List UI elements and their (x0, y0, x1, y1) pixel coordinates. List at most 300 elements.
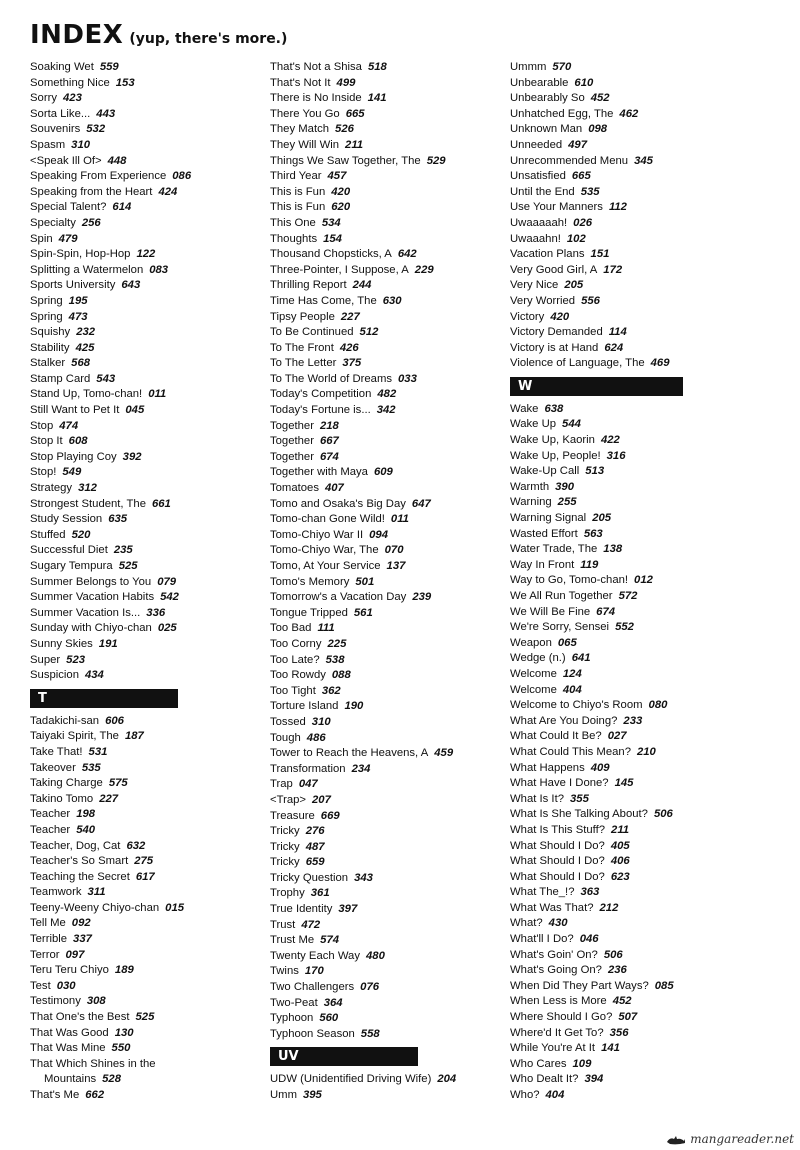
entry-title: Sunny Skies (30, 637, 93, 650)
entry-page-number: 457 (327, 170, 347, 183)
entry-page-number: 191 (98, 637, 118, 650)
index-entry (270, 1011, 505, 1027)
index-entry (30, 948, 255, 964)
index-entry (30, 994, 255, 1010)
index-entry (30, 154, 255, 170)
index-entry (30, 1088, 255, 1104)
entry-title: Soaking Wet (30, 61, 94, 73)
index-entry (510, 667, 755, 683)
entry-page-number: 486 (306, 731, 326, 744)
entry-title: Way In Front (510, 558, 575, 571)
entry-page-number: 211 (345, 138, 364, 151)
entry-page-number: 151 (590, 248, 610, 261)
index-entry (270, 154, 505, 170)
entry-page-number: 406 (610, 855, 630, 868)
entry-page-number: 512 (359, 326, 379, 339)
index-entry (270, 247, 505, 263)
entry-page-number: 172 (603, 263, 623, 276)
entry-title: Spring (30, 294, 63, 307)
index-entry (270, 809, 505, 825)
entry-title: Sports University (30, 279, 116, 292)
entry-title: Wake (510, 402, 539, 415)
entry-page-number: 065 (557, 636, 577, 649)
watermark-text: mangareader.net (690, 1132, 794, 1146)
entry-title: We All Run Together (510, 590, 613, 602)
index-entry (510, 310, 755, 326)
entry-title: Until the End (510, 185, 575, 198)
entry-title: Together (270, 450, 314, 463)
entry-title: Still Want to Pet It (30, 404, 120, 417)
entry-title: Vacation Plans (510, 248, 585, 261)
index-entry (510, 402, 755, 418)
entry-page-number: 501 (355, 575, 375, 588)
entry-title: Stop It (30, 435, 63, 448)
entry-page-number: 308 (86, 995, 106, 1008)
index-entry (510, 698, 755, 714)
index-entry (270, 637, 505, 653)
index-entry (510, 341, 755, 357)
entry-page-number: 256 (81, 216, 101, 229)
index-entry (510, 200, 755, 216)
entry-page-number: 235 (113, 544, 133, 557)
entry-page-number: 641 (571, 652, 591, 665)
entry-title: What Are You Doing? (510, 714, 618, 727)
entry-page-number: 661 (151, 497, 171, 510)
entry-page-number: 097 (65, 948, 85, 961)
entry-page-number: 122 (136, 248, 156, 261)
index-entry (270, 528, 505, 544)
entry-page-number: 642 (397, 248, 417, 261)
entry-page-number: 363 (580, 886, 600, 899)
index-entry (510, 776, 755, 792)
index-entry (270, 465, 505, 481)
entry-title: Unrecommended Menu (510, 154, 629, 167)
entry-title: Terror (30, 948, 60, 961)
index-entry (510, 263, 755, 279)
entry-title: Stalker (30, 357, 66, 370)
index-entry (270, 372, 505, 388)
index-entry (30, 916, 255, 932)
entry-page-number: 665 (345, 107, 365, 120)
entry-page-number: 337 (73, 933, 92, 946)
entry-page-number: 094 (369, 528, 388, 541)
entry-title: Spin-Spin, Hop-Hop (30, 248, 131, 261)
entry-title: Stop (30, 419, 54, 432)
entry-page-number: 497 (568, 138, 587, 151)
index-entry (30, 528, 255, 544)
entry-page-number: 098 (588, 123, 608, 136)
entry-page-number: 535 (580, 185, 600, 198)
index-entry (510, 511, 755, 527)
index-entry (270, 793, 505, 809)
index-entry (30, 543, 255, 559)
entry-page-number: 506 (653, 808, 673, 821)
entry-page-number: 310 (71, 138, 91, 151)
entry-page-number: 459 (434, 747, 454, 760)
entry-page-number: 046 (579, 933, 599, 946)
entry-page-number: 552 (615, 621, 634, 634)
entry-page-number: 227 (340, 310, 360, 323)
entry-page-number: 130 (114, 1026, 134, 1039)
entry-title: Who Dealt It? (510, 1073, 579, 1086)
index-entry (510, 839, 755, 855)
entry-page-number: 479 (58, 232, 78, 245)
entry-title: Welcome (510, 667, 557, 680)
entry-page-number: 532 (86, 123, 106, 136)
entry-page-number: 452 (612, 995, 632, 1008)
index-entry (270, 918, 505, 934)
entry-title: Transformation (270, 762, 346, 775)
entry-page-number: 198 (76, 808, 96, 821)
entry-title: Unsatisfied (510, 170, 566, 183)
index-entry (510, 792, 755, 808)
index-entry (510, 1041, 755, 1057)
index-entry (510, 761, 755, 777)
index-entry (30, 419, 255, 435)
index-entry (270, 278, 505, 294)
entry-page-number: 544 (562, 418, 581, 431)
entry-title: What's Going On? (510, 964, 602, 977)
entry-title: Teru Teru Chiyo (30, 964, 109, 977)
index-entry (270, 497, 505, 513)
entry-title: Tomorrow's a Vacation Day (270, 591, 407, 604)
entry-page-number: 345 (634, 154, 653, 167)
entry-title: Something Nice (30, 76, 110, 89)
index-entry (510, 1026, 755, 1042)
index-entry (30, 91, 255, 107)
entry-page-number: 015 (165, 901, 185, 914)
entry-title: Two-Peat (270, 996, 318, 1009)
index-entry (30, 745, 255, 761)
index-entry (270, 232, 505, 248)
index-entry (30, 776, 255, 792)
entry-title: Too Corny (270, 637, 322, 650)
entry-page-number: 407 (324, 482, 344, 495)
entry-page-number: 659 (305, 856, 325, 869)
index-entry (510, 91, 755, 107)
entry-page-number: 141 (367, 92, 387, 105)
entry-page-number: 138 (603, 543, 623, 556)
entry-page-number: 232 (76, 326, 96, 339)
index-entry (510, 605, 755, 621)
entry-page-number: 079 (157, 575, 177, 588)
index-entry (510, 232, 755, 248)
entry-title: That Was Mine (30, 1042, 106, 1055)
entry-title: Who Cares (510, 1057, 567, 1070)
entry-page-number: 525 (118, 560, 138, 572)
entry-page-number: 141 (601, 1042, 620, 1055)
entry-title: Test (30, 979, 51, 992)
index-entry (30, 653, 255, 669)
entry-page-number: 083 (149, 263, 169, 276)
index-entry (510, 714, 755, 730)
index-entry (30, 200, 255, 216)
entry-title: We're Sorry, Sensei (510, 621, 610, 634)
index-entry (510, 76, 755, 92)
index-entry (270, 777, 505, 793)
index-entry (510, 729, 755, 745)
entry-page-number: 474 (59, 419, 79, 432)
entry-title: What Could It Be? (510, 730, 602, 743)
index-entry (30, 232, 255, 248)
entry-title: What'll I Do? (510, 933, 574, 946)
index-entry (510, 573, 755, 589)
index-entry (270, 185, 505, 201)
entry-page-number: 534 (321, 216, 341, 229)
entry-page-number: 531 (88, 745, 108, 758)
entry-title: Wedge (n.) (510, 652, 566, 665)
entry-page-number: 154 (323, 232, 342, 245)
entry-page-number: 550 (111, 1042, 131, 1055)
index-entry (270, 621, 505, 637)
entry-page-number: 011 (148, 388, 167, 401)
entry-title: Way to Go, Tomo-chan! (510, 574, 629, 587)
entry-page-number: 506 (603, 948, 623, 961)
entry-title: Sorry (30, 92, 57, 105)
entry-title: Strongest Student, The (30, 497, 146, 510)
entry-page-number: 542 (160, 591, 179, 604)
index-entry (510, 216, 755, 232)
index-entry (30, 870, 255, 886)
entry-title: Tomo-chan Gone Wild! (270, 513, 385, 526)
entry-title: When Less is More (510, 995, 607, 1008)
index-entry (270, 450, 505, 466)
entry-page-number: 011 (390, 513, 409, 526)
index-entry (30, 885, 255, 901)
entry-title: Teamwork (30, 886, 82, 899)
entry-title: Unknown Man (510, 123, 583, 136)
entry-title: That's Me (30, 1089, 80, 1101)
entry-title: Suspicion (30, 669, 79, 682)
entry-page-number: 027 (607, 730, 627, 743)
index-entry (510, 963, 755, 979)
index-entry (510, 916, 755, 932)
entry-title: That's Not It (270, 76, 331, 89)
index-entry (30, 450, 255, 466)
entry-page-number: 070 (384, 544, 404, 557)
entry-title: Taiyaki Spirit, The (30, 730, 119, 743)
entry-page-number: 276 (305, 825, 325, 838)
entry-title: To The Letter (270, 357, 337, 370)
index-entry (30, 823, 255, 839)
entry-title: To The Front (270, 341, 334, 354)
index-entry (270, 699, 505, 715)
index-entry (510, 278, 755, 294)
entry-title: Wake-Up Call (510, 465, 580, 478)
entry-title: Trap (270, 778, 293, 791)
entry-page-number: 310 (311, 715, 331, 728)
entry-title: Typhoon (270, 1012, 314, 1025)
entry-title: Specialty (30, 216, 76, 229)
entry-title: Stand Up, Tomo-chan! (30, 388, 143, 401)
entry-page-number: 662 (85, 1089, 105, 1101)
entry-page-number: 574 (320, 934, 340, 947)
index-entry (30, 247, 255, 263)
entry-page-number: 404 (562, 683, 582, 696)
entry-title: Use Your Manners (510, 201, 603, 214)
index-entry (270, 980, 505, 996)
entry-title: Summer Vacation Is... (30, 606, 141, 619)
entry-title: Stability (30, 341, 70, 354)
entry-page-number: 212 (599, 901, 619, 914)
entry-page-number: 045 (125, 404, 145, 417)
index-entry (30, 1010, 255, 1026)
entry-title: Teacher (30, 823, 71, 836)
entry-title: What Is It? (510, 792, 564, 805)
entry-page-number: 047 (298, 778, 318, 791)
entry-title: Wasted Effort (510, 527, 578, 540)
entry-page-number: 211 (611, 823, 630, 836)
entry-title: <Speak Ill Of> (30, 154, 102, 167)
entry-title: What Happens (510, 761, 585, 774)
entry-page-number: 425 (75, 341, 95, 354)
index-entry (270, 434, 505, 450)
entry-page-number: 124 (562, 667, 582, 680)
entry-page-number: 665 (571, 170, 591, 183)
entry-title: That One's the Best (30, 1011, 130, 1024)
entry-title: Where'd It Get To? (510, 1026, 604, 1039)
index-entry (510, 138, 755, 154)
index-entry (510, 495, 755, 511)
entry-title: Teaching the Secret (30, 870, 130, 883)
index-entry (30, 341, 255, 357)
entry-page-number: 405 (610, 839, 630, 852)
entry-page-number: 570 (552, 61, 572, 73)
index-entry (270, 341, 505, 357)
entry-page-number: 012 (634, 574, 653, 587)
index-entry (270, 684, 505, 700)
index-entry (270, 575, 505, 591)
entry-page-number: 092 (71, 917, 91, 930)
entry-title: Wake Up (510, 418, 557, 431)
index-entry (270, 559, 505, 575)
index-entry (30, 807, 255, 823)
index-entry (510, 807, 755, 823)
entry-page-number: 420 (550, 310, 570, 323)
entry-page-number: 244 (352, 279, 372, 292)
entry-page-number: 462 (619, 107, 639, 120)
entry-title: Very Nice (510, 279, 559, 292)
index-entry (510, 122, 755, 138)
entry-title: What's Goin' On? (510, 948, 598, 961)
index-entry (510, 589, 755, 605)
entry-title: Together (270, 419, 314, 432)
entry-page-number: 638 (544, 402, 564, 415)
index-entry (30, 310, 255, 326)
entry-title: Weapon (510, 636, 552, 649)
entry-title: UDW (Unidentified Driving Wife) (270, 1073, 432, 1086)
index-entry (510, 901, 755, 917)
entry-page-number: 424 (158, 185, 178, 198)
entry-page-number: 275 (134, 855, 154, 868)
entry-page-number: 525 (135, 1011, 155, 1024)
entry-title: Spasm (30, 138, 66, 151)
index-entry (510, 683, 755, 699)
index-entry (270, 325, 505, 341)
entry-title: There is No Inside (270, 92, 362, 105)
entry-title: Tricky (270, 840, 300, 853)
index-entry (510, 60, 755, 76)
entry-title: Very Good Girl, A (510, 263, 598, 276)
index-title (30, 20, 287, 56)
entry-page-number: 404 (545, 1089, 565, 1101)
entry-page-number: 355 (570, 792, 589, 805)
entry-page-number: 523 (66, 653, 86, 666)
index-entry (30, 76, 255, 92)
entry-page-number: 426 (339, 341, 359, 354)
entry-page-number: 375 (342, 357, 362, 370)
entry-title: Together (270, 435, 314, 448)
entry-title: Wake Up, Kaorin (510, 434, 595, 447)
entry-title: Stop! (30, 466, 57, 479)
entry-page-number: 218 (319, 419, 339, 432)
index-entry (270, 964, 505, 980)
entry-page-number: 336 (146, 606, 166, 619)
entry-title: Trophy (270, 887, 305, 900)
entry-title: Tomo, At Your Service (270, 560, 381, 572)
entry-page-number: 606 (105, 714, 124, 727)
entry-page-number: 033 (398, 372, 417, 385)
entry-page-number: 572 (618, 590, 638, 602)
entry-page-number: 025 (157, 622, 177, 635)
entry-title: Summer Vacation Habits (30, 591, 155, 604)
index-entry (270, 138, 505, 154)
index-entry (270, 933, 505, 949)
entry-page-number: 643 (121, 279, 141, 292)
entry-title: Two Challengers (270, 981, 355, 994)
entry-page-number: 526 (335, 123, 354, 136)
entry-page-number: 667 (319, 435, 339, 448)
index-entry (30, 590, 255, 606)
index-entry (30, 294, 255, 310)
index-entry (270, 481, 505, 497)
index-entry (30, 839, 255, 855)
index-entry (510, 325, 755, 341)
index-entry (270, 294, 505, 310)
entry-page-number: 422 (600, 434, 620, 447)
entry-title: Sunday with Chiyo-chan (30, 622, 152, 635)
index-entry (270, 731, 505, 747)
entry-title: Very Worried (510, 294, 576, 307)
entry-page-number: 233 (623, 714, 643, 727)
index-entry (510, 294, 755, 310)
index-entry (270, 107, 505, 123)
index-entry (270, 1027, 505, 1043)
entry-page-number: 229 (414, 263, 434, 276)
entry-title: Third Year (270, 170, 322, 183)
index-entry (510, 107, 755, 123)
entry-page-number: 145 (614, 777, 634, 790)
entry-page-number: 102 (566, 232, 586, 245)
entry-title: To The World of Dreams (270, 372, 393, 385)
entry-page-number: 227 (99, 792, 119, 805)
entry-title: Spin (30, 232, 53, 245)
entry-title: Too Bad (270, 622, 312, 635)
entry-page-number: 356 (609, 1026, 629, 1039)
entry-page-number: 487 (305, 840, 325, 853)
index-entry (270, 387, 505, 403)
entry-page-number: 443 (96, 107, 116, 120)
entry-title: Tell Me (30, 917, 66, 930)
entry-title: Tower to Reach the Heavens, A (270, 747, 429, 760)
entry-title: Wake Up, People! (510, 449, 601, 462)
index-entry (510, 433, 755, 449)
entry-page-number: 109 (572, 1057, 592, 1070)
entry-title: Together with Maya (270, 466, 368, 479)
index-entry (510, 527, 755, 543)
index-entry (30, 714, 255, 730)
entry-title: That's Not a Shisa (270, 61, 362, 73)
